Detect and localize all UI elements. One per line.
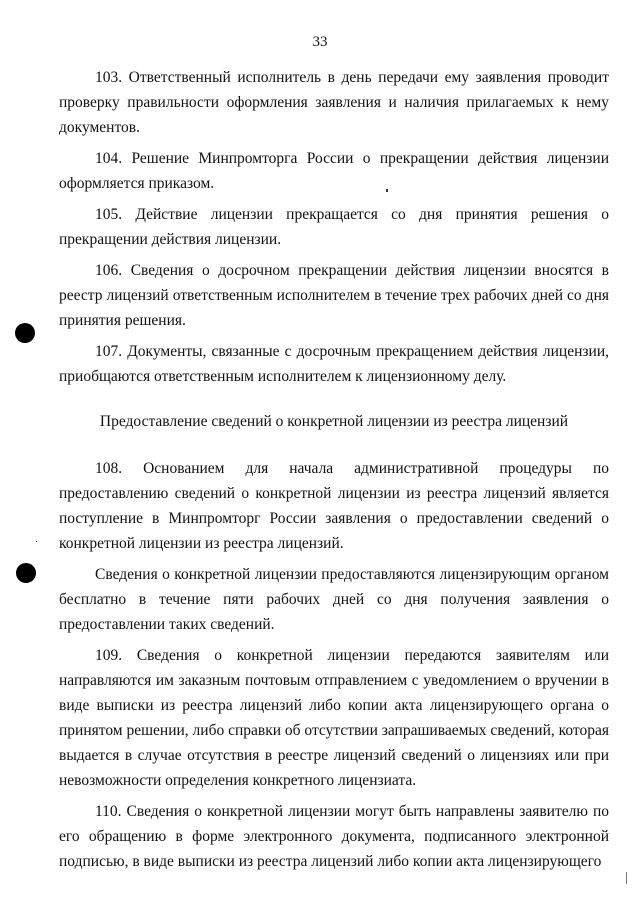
document-body (59, 65, 609, 880)
punch-hole-mark (15, 323, 35, 343)
scan-edge-mark (626, 872, 627, 884)
scan-speck (36, 541, 37, 542)
paragraph-105: 105. Действие лицензии прекращается со дня принятия решения о прекращении действия лицензии. (59, 206, 609, 248)
paragraph-109: 109. Сведения о конкретной лицензии передаются заявителям или направляются им заказным почтовым отправлением с уведомлением о вручении в виде выписки из реестра лицензий либо копии акта лицензирующего органа о принятом решении, либо справки об отсутствии запрашиваемых сведений, которая выдается в случае отсутствия в реестре лицензий сведений о лицензиях или при невозможности определения конкретного лицензиата. (59, 647, 609, 789)
paragraph-106: 106. Сведения о досрочном прекращении действия лицензии вносятся в реестр лицензий ответственным исполнителем в течение трех рабочих дней со дня принятия решения. (59, 262, 609, 329)
paragraph-103: 103. Ответственный исполнитель в день передачи ему заявления проводит проверку правильности оформления заявления и наличия прилагаемых к нему документов. (59, 69, 609, 136)
paragraph-110: 110. Сведения о конкретной лицензии могут быть направлены заявителю по его обращению в форме электронного документа, подписанного электронной подписью, в виде выписки из реестра лицензий либо копии акта лицензирующего (59, 803, 609, 870)
punch-hole-mark (16, 563, 36, 583)
paragraph-108-continued: Сведения о конкретной лицензии предоставляются лицензирующим органом бесплатно в течение пяти рабочих дней со дня получения заявления о предоставлении таких сведений. (59, 566, 609, 633)
paragraph-104: 104. Решение Минпромторга России о прекращении действия лицензии оформляется приказом. (59, 150, 609, 192)
section-heading: Предоставление сведений о конкретной лицензии из реестра лицензий (99, 413, 569, 430)
paragraph-108: 108. Основанием для начала административной процедуры по предоставлению сведений о конкретной лицензии из реестра лицензий является поступление в Минпромторг России заявления о предоставлении сведений о конкретной лицензии из реестра лицензий. (59, 460, 609, 552)
paragraph-107: 107. Документы, связанные с досрочным прекращением действия лицензии, приобщаются ответственным исполнителем к лицензионному делу. (59, 343, 609, 385)
page-number: 33 (312, 34, 328, 50)
